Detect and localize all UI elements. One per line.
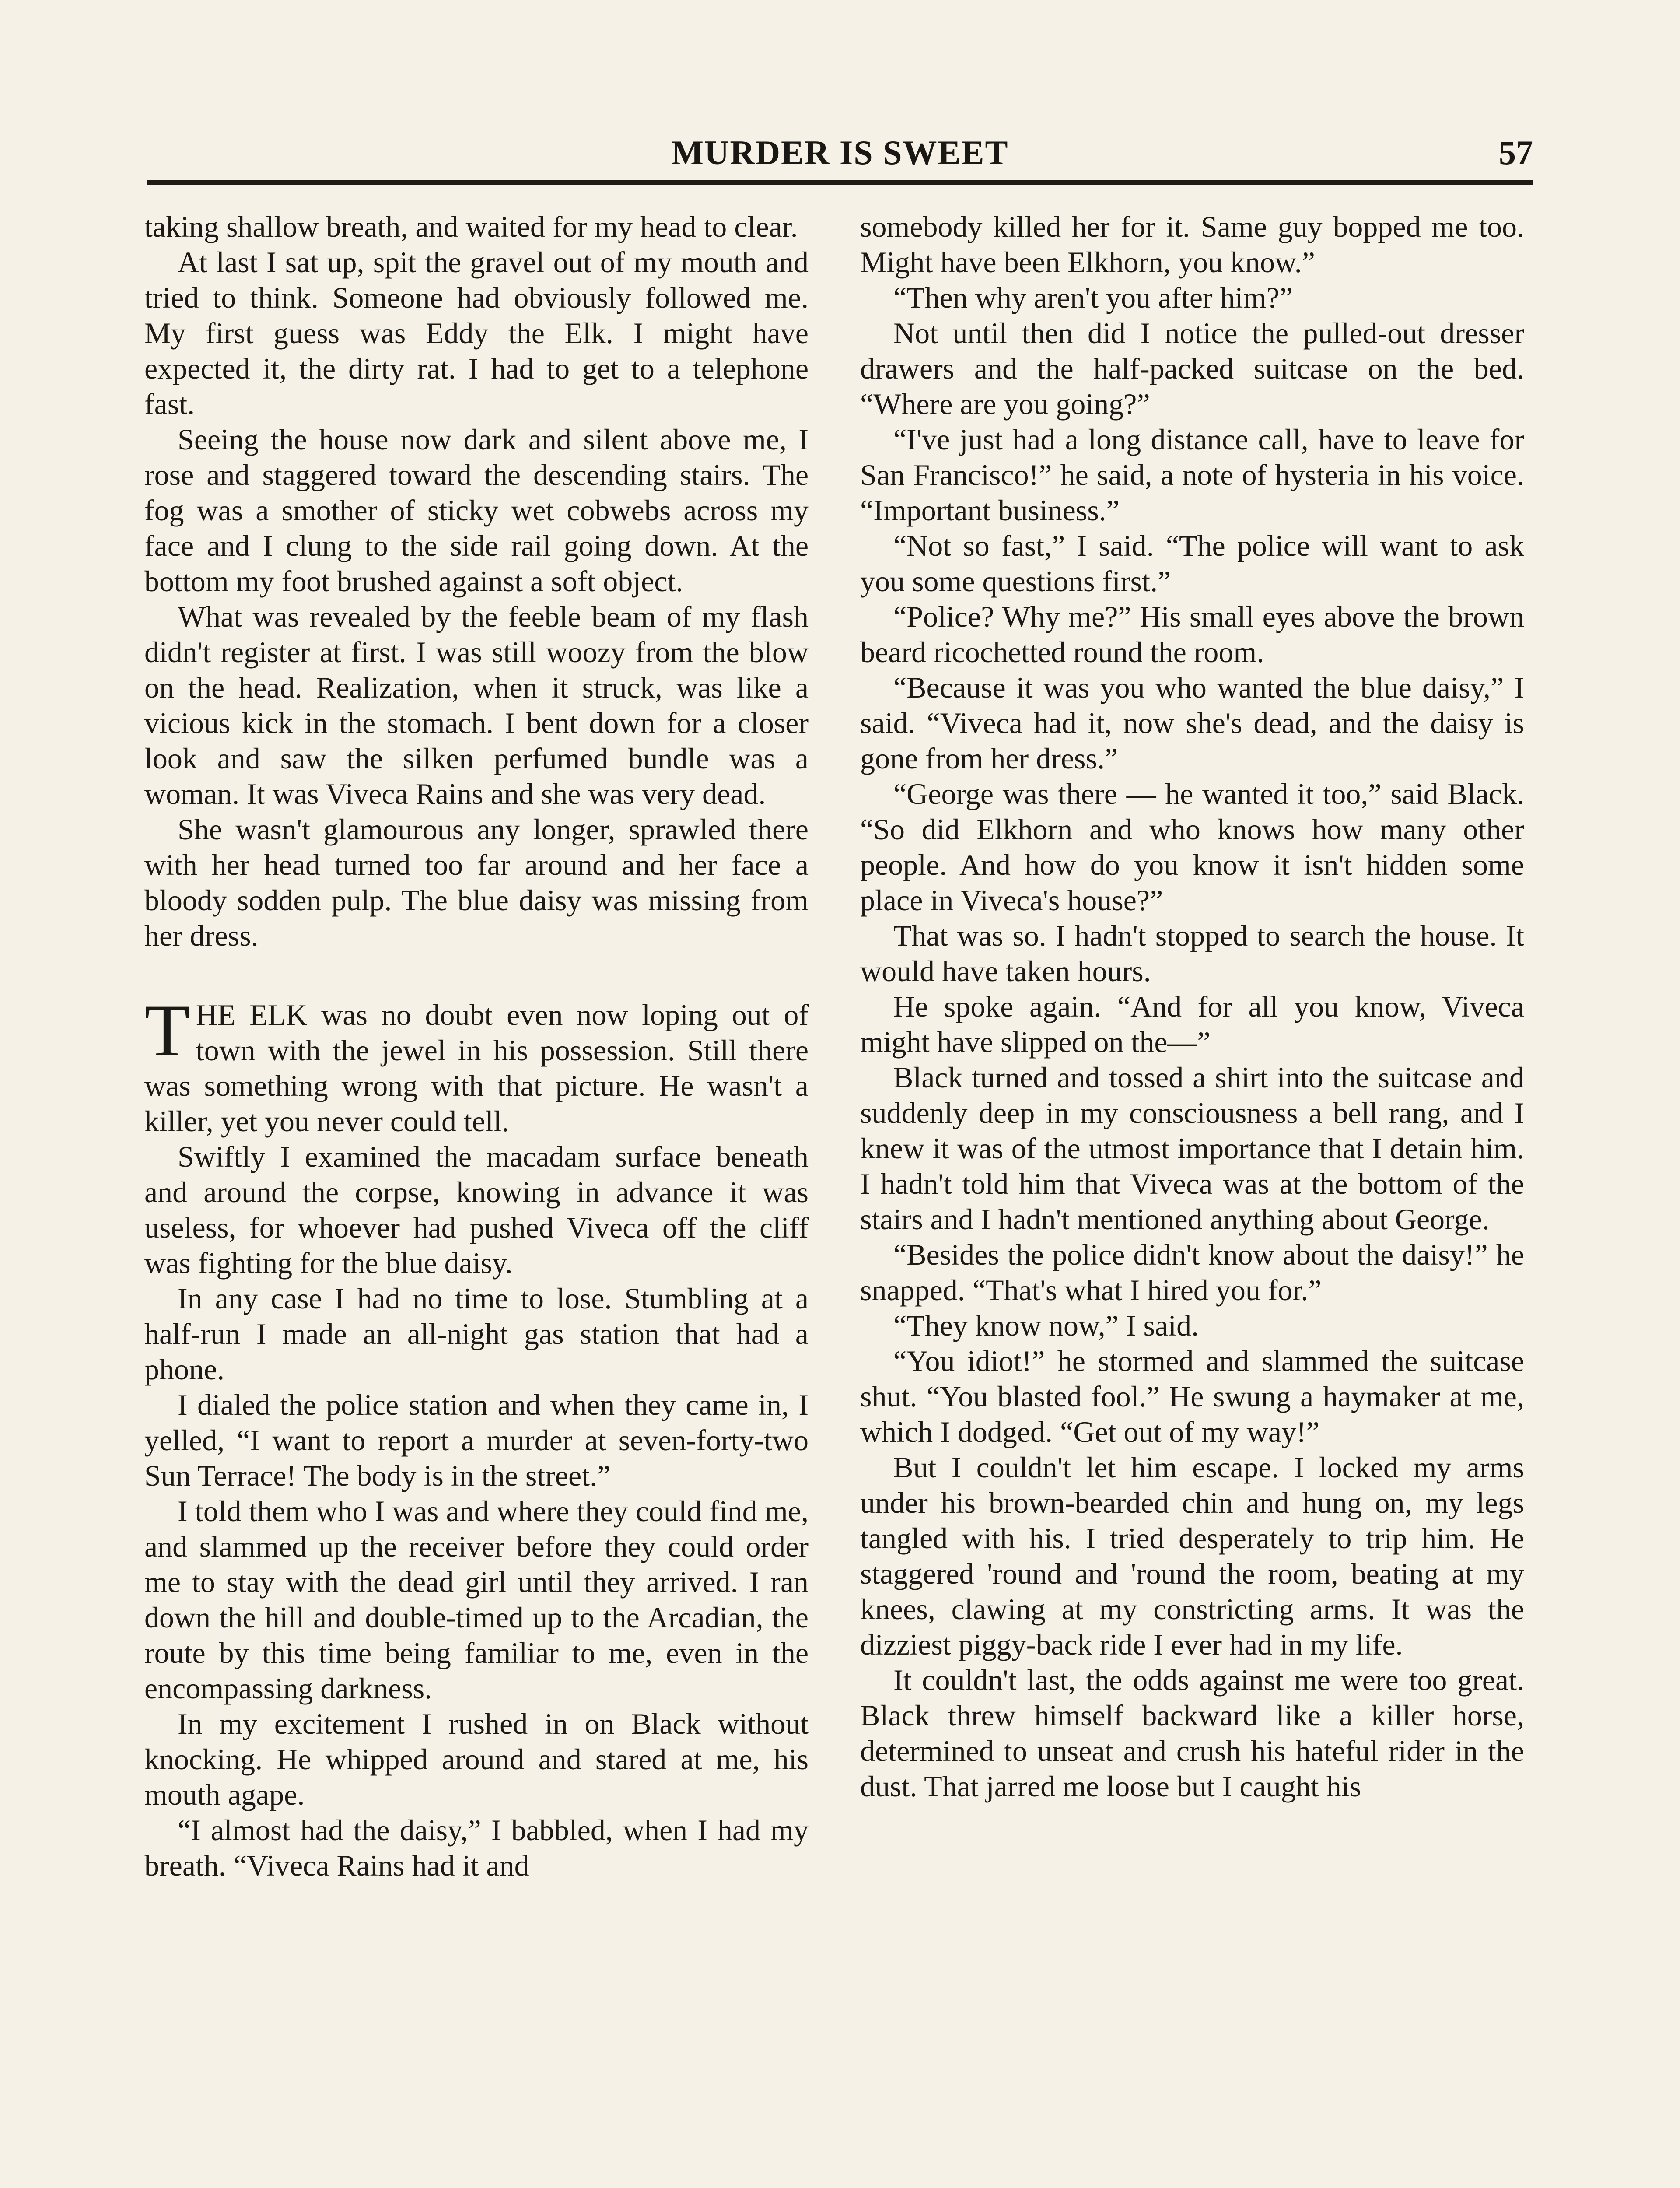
right-column [860, 209, 1524, 2188]
paragraph: I dialed the police station and when they came in, I yelled, “I want to report a murder at seven-forty-two Sun Terrace! The body is in the street.” [144, 1388, 808, 1492]
section-opening-paragraph [144, 989, 808, 1139]
paragraph: In my excitement I rushed in on Black without knocking. He whipped around and stared at me, his mouth agape. [144, 1707, 808, 1811]
paragraph: “Because it was you who wanted the blue daisy,” I said. “Viveca had it, now she's dead, and the daisy is gone from her dress.” [860, 671, 1524, 775]
paragraph: Seeing the house now dark and silent above me, I rose and staggered toward the descending stairs. The fog was a smother of sticky wet cobwebs across my face and I clung to the side rail going down. At the bottom my foot brushed against a soft object. [144, 423, 808, 598]
paragraph: She wasn't glamourous any longer, sprawled there with her head turned too far around and her face a bloody sodden pulp. The blue daisy was missing from her dress. [144, 813, 808, 952]
header-rule [147, 180, 1533, 185]
paragraph: In any case I had no time to lose. Stumbling at a half-run I made an all-night gas station that had a phone. [144, 1282, 808, 1386]
paragraph: “You idiot!” he stormed and slammed the suitcase shut. “You blasted fool.” He swung a haymaker at me, which I dodged. “Get out of my way!” [860, 1344, 1524, 1448]
drop-cap: T [144, 989, 190, 1072]
paragraph: “Besides the police didn't know about the daisy!” he snapped. “That's what I hired you for.” [860, 1238, 1524, 1307]
paragraph: Not until then did I notice the pulled-out dresser drawers and the half-packed suitcase on the bed. “Where are you going?” [860, 316, 1524, 421]
page-header [147, 131, 1533, 179]
paragraph: “Then why aren't you after him?” [893, 281, 1293, 314]
page-number: 57 [1499, 133, 1533, 172]
paragraph: That was so. I hadn't stopped to search the house. It would have taken hours. [860, 919, 1524, 988]
paragraph: He spoke again. “And for all you know, Viveca might have slipped on the—” [860, 990, 1524, 1059]
paragraph: Swiftly I examined the macadam surface beneath and around the corpse, knowing in advance it was useless, for whoever had pushed Viveca off the cliff was fighting for the blue daisy. [144, 1140, 808, 1280]
paragraph: “George was there — he wanted it too,” said Black. “So did Elkhorn and who knows how many other people. And how do you know it isn't hidden some place in Viveca's house?” [860, 777, 1524, 917]
paragraph: What was revealed by the feeble beam of my flash didn't register at first. I was still woozy from the blow on the head. Realization, when it struck, was like a vicious kick in the stomach. I bent down for a closer look and saw the silken perfumed bundle was a woman. It was Viveca Rains and she was very dead. [144, 600, 808, 810]
paragraph: “Not so fast,” I said. “The police will want to ask you some questions first.” [860, 529, 1524, 598]
paragraph: somebody killed her for it. Same guy bopped me too. Might have been Elkhorn, you know.” [860, 210, 1524, 279]
paragraph: But I couldn't let him escape. I locked my arms under his brown-bearded chin and hung on, my legs tangled with his. I tried desperately to trip him. He staggered 'round and 'round the room, beating at my knees, clawing at my constricting arms. It was the dizziest piggy-back ride I ever had in my life. [860, 1451, 1524, 1661]
paragraph: “I've just had a long distance call, have to leave for San Francisco!” he said, a note of hysteria in his voice. “Important business.” [860, 423, 1524, 527]
paragraph: “They know now,” I said. [893, 1309, 1199, 1342]
paragraph: At last I sat up, spit the gravel out of my mouth and tried to think. Someone had obviously followed me. My first guess was Eddy the Elk. I might have expected it, the dirty rat. I had to get to a telephone fast. [144, 245, 808, 421]
paragraph: Black turned and tossed a shirt into the suitcase and suddenly deep in my consciousness a bell rang, and I knew it was of the utmost importance that I detain him. I hadn't told him that Viveca was at the bottom of the stairs and I hadn't mentioned anything about George. [860, 1061, 1524, 1236]
paragraph: It couldn't last, the odds against me were too great. Black threw himself backward like a killer horse, determined to unseat and crush his hateful rider in the dust. That jarred me loose but I caught his [860, 1663, 1524, 1803]
paragraph: “Police? Why me?” His small eyes above the brown beard ricochetted round the room. [860, 600, 1524, 669]
section-opening-text: HE ELK was no doubt even now loping out of town with the jewel in his possession. Still there was something wrong with that picture. He wasn't a killer, yet you never could tell. [144, 998, 808, 1138]
running-title: MURDER IS SWEET [671, 133, 1009, 172]
paragraph: taking shallow breath, and waited for my head to clear. [144, 210, 798, 243]
left-column [144, 209, 808, 2188]
paragraph: “I almost had the daisy,” I babbled, when I had my breath. “Viveca Rains had it and [144, 1813, 808, 1882]
paragraph: I told them who I was and where they could find me, and slammed up the receiver before they could order me to stay with the dead girl until they arrived. I ran down the hill and double-timed up to the Arcadian, the route by this time being familiar to me, even in the encompassing darkness. [144, 1494, 808, 1705]
